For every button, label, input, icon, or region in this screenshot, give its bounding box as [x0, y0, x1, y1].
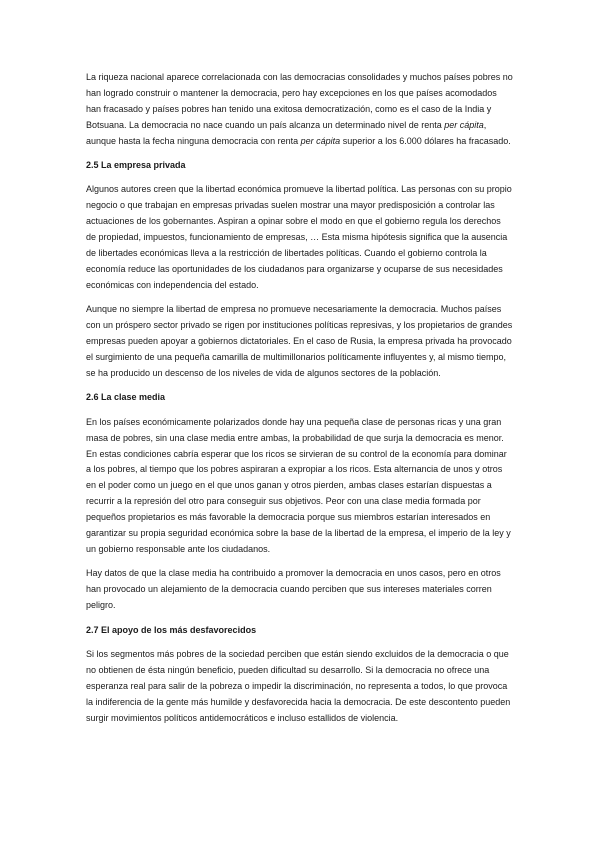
intro-paragraph [86, 70, 513, 150]
intro-italic-per-capita-1: per cápita [444, 119, 484, 130]
intro-italic-per-capita-2: per cápita [300, 135, 341, 146]
section-heading-apoyo-desfavorecidos: 2.7 El apoyo de los más desfavorecidos [86, 624, 257, 635]
empresa-privada-paragraph-2: Aunque no siempre la libertad de empresa no promueve necesariamente la democracia. Muchos países con un próspero sector privado se rigen por instituciones políticas represivas, y los propietarios de grandes empresas pueden apoyar a gobiernos dictatoriales. En el caso de Rusia, la empresa privada ha provocado el surgimiento de una pequeña camarilla de multimillonarios políticamente influyentes y, al mismo tiempo, se ha producido un descenso de los niveles de vida de algunos sectores de la población. [86, 304, 513, 378]
apoyo-desfavorecidos-paragraph-1: Si los segmentos más pobres de la sociedad perciben que están siendo excluidos de la democracia o que no obtienen de ésta ningún beneficio, pueden dificultad su desarrollo. Si la democracia no ofrece una esperanza real para salir de la pobreza o impedir la discriminación, no representa a todos, lo que provoca la indiferencia de la gente más humilde y desfavorecida hacia la democracia. De este descontento pueden surgir movimientos políticos antidemocráticos e incluso estallidos de violencia. [86, 649, 511, 723]
intro-text-2: , aunque hasta la fecha ninguna democracia con renta [86, 119, 487, 146]
clase-media-paragraph-1: En los países económicamente polarizados donde hay una pequeña clase de personas ricas y una gran masa de pobres, sin una clase media entre ambas, la probabilidad de que surja la democracia es menor. En estas condiciones cabría esperar que los ricos se sirvieran de su control de la economía para dominar a los pobres, al tiempo que los pobres aspiraran a expropiar a los ricos. Esta alternancia de unos y otros en el poder como un juego en el que unos ganan y otros pierden, ambas clases estarían dispuestas a recurrir a la represión del otro para conseguir sus objetivos. Peor con una clase media formada por pequeños propietarios es más favorable la democracia porque sus miembros estarían interesados en garantizar su propia seguridad económica sobre la base de la libertad de la empresa, el imperio de la ley y un gobierno responsable ante los ciudadanos. [86, 416, 511, 554]
empresa-privada-paragraph-1: Algunos autores creen que la libertad económica promueve la libertad política. Las personas con su propio negocio o que trabajan en empresas privadas suelen mostrar una mayor predisposición a controlar las actuaciones de los gobernantes. Aspiran a opinar sobre el modo en que el gobierno regula los derechos de propiedad, impuestos, funcionamiento de empresas, … Esta misma hipótesis significa que la ausencia de libertades económicas lleva a la restricción de libertades políticas. Cuando el gobierno controla la economía reduce las oportunidades de los ciudadanos para organizarse y ocuparse de sus necesidades económicas con independencia del estado. [86, 184, 512, 290]
clase-media-paragraph-2: Hay datos de que la clase media ha contribuido a promover la democracia en unos casos, pero en otros han provocado un alejamiento de la democracia cuando perciben que sus intereses materiales corren peligro. [86, 568, 501, 611]
section-heading-empresa-privada: 2.5 La empresa privada [86, 160, 186, 171]
intro-text-1: La riqueza nacional aparece correlacionada con las democracias consolidades y muchos países pobres no han logrado construir o mantener la democracia, pero hay excepciones en los que países acomodados han fracasado y países pobres han tenido una exitosa democratización, como es el caso de la India y Botsuana. La democracia no nace cuando un país alcanza un determinado nivel de renta [86, 72, 513, 130]
intro-text-3: superior a los 6.000 dólares ha fracasado. [340, 135, 511, 146]
document-page [86, 70, 513, 735]
section-heading-clase-media: 2.6 La clase media [86, 392, 166, 403]
